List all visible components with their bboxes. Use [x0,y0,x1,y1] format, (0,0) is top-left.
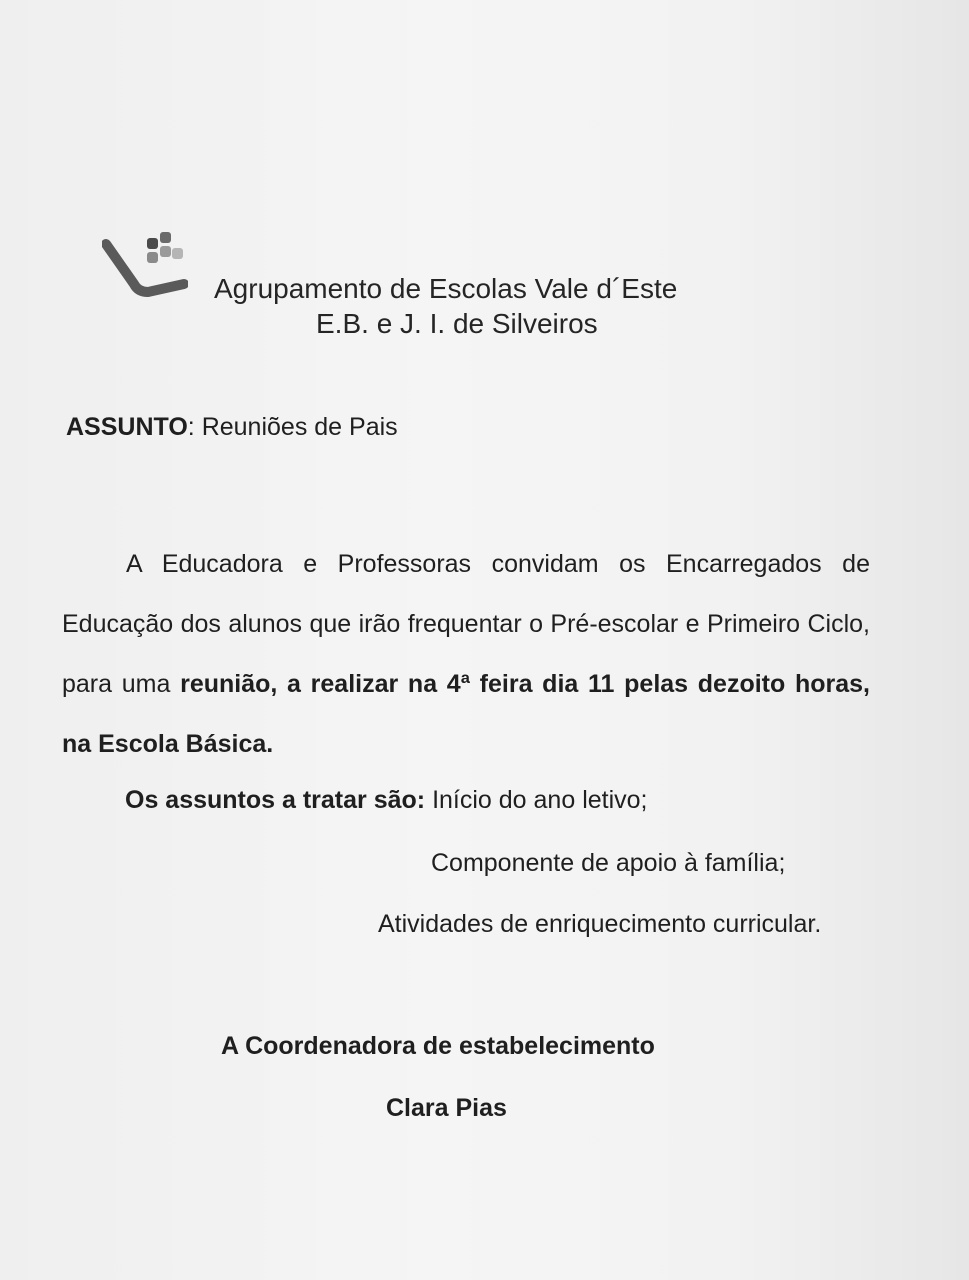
school-name: E.B. e J. I. de Silveiros [316,308,598,339]
school-logo-icon [102,226,188,306]
signature-name: Clara Pias [386,1094,507,1122]
school-group-name: Agrupamento de Escolas Vale d´Este [214,273,678,304]
subject-label: ASSUNTO [66,413,188,441]
topic-item: Início do ano letivo; [432,786,648,814]
subject-separator: : [187,413,202,441]
signature-role: A Coordenadora de estabelecimento [221,1032,655,1060]
topic-item: Componente de apoio à família; [431,849,786,877]
invitation-text: A Educadora e Professoras convidam os Encarregados de Educação dos alunos que irão frequentar o Pré-escolar e Primeiro Ciclo, para uma [62,550,870,698]
subject-value: Reuniões de Pais [201,413,398,441]
invitation-paragraph [62,534,870,774]
topic-item: Atividades de enriquecimento curricular. [378,910,822,938]
topics-intro-line [125,784,648,816]
topics-intro: Os assuntos a tratar são: [125,786,426,814]
subject-line [66,411,398,443]
meeting-details: reunião, a realizar na 4ª feira dia 11 pelas dezoito horas, na Escola Básica. [62,670,871,758]
